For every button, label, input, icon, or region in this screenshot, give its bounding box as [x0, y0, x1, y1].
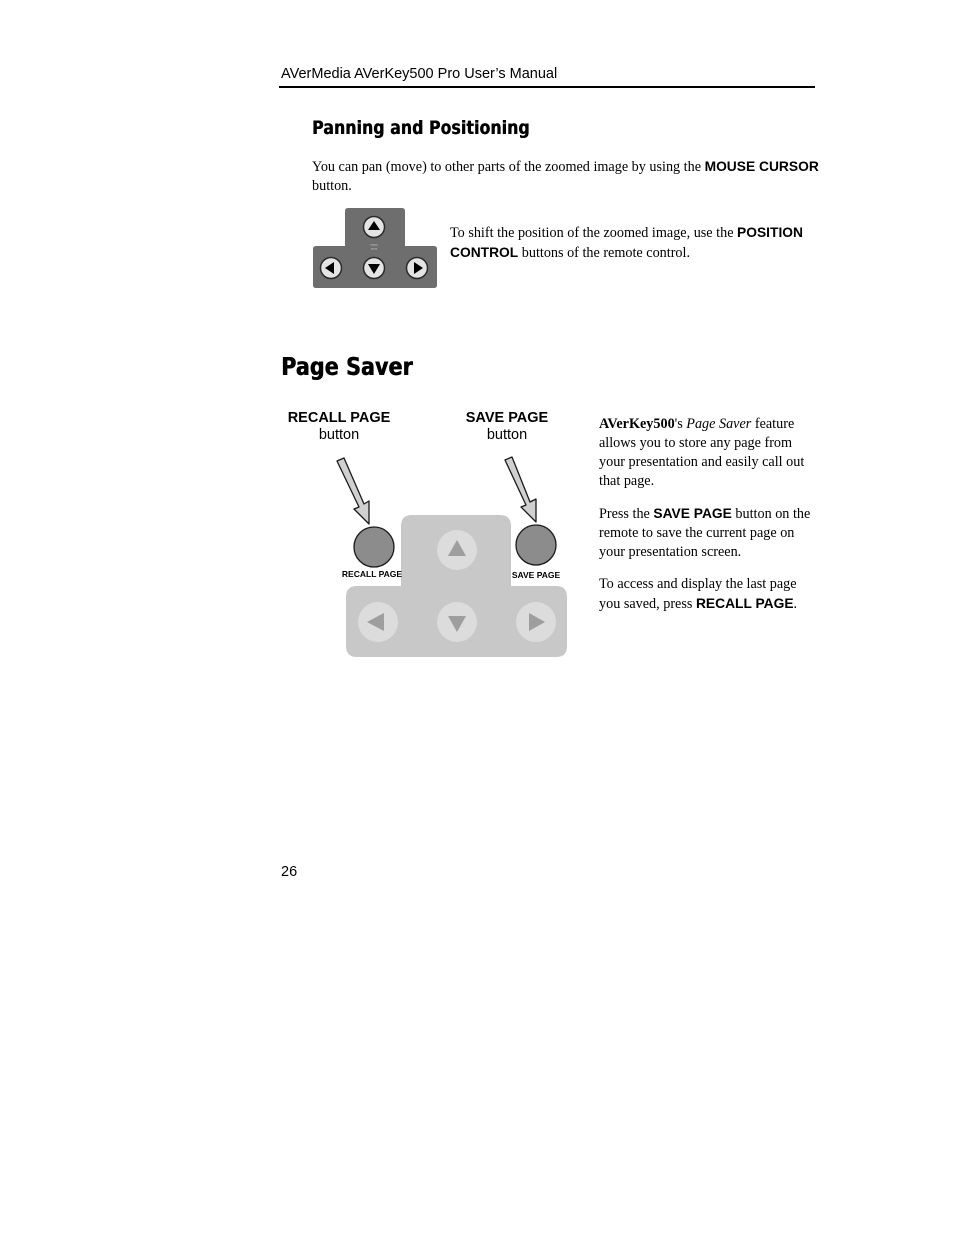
- text: feature allows you to store any page from your presentation and easily call out that page.: [599, 416, 805, 489]
- feature-name: Page Saver: [686, 416, 752, 432]
- page-saver-description: [599, 415, 819, 627]
- callout-title: SAVE PAGE: [465, 410, 549, 426]
- text: button on the remote to save the current page on your presentation screen.: [599, 506, 811, 560]
- right-arrow-icon: [516, 602, 556, 642]
- section-heading-page-saver: Page Saver: [281, 352, 413, 381]
- remote-label-save: SAVE PAGE: [511, 570, 561, 580]
- bold-term-save-page: SAVE PAGE: [653, 506, 732, 521]
- page-number: 26: [281, 864, 298, 880]
- bold-term-recall-page: RECALL PAGE: [695, 596, 794, 611]
- callout-recall-page: [264, 410, 414, 444]
- down-arrow-icon: [364, 258, 385, 279]
- running-header: AVerMedia AVerKey500 Pro User’s Manual: [281, 66, 558, 82]
- remote-label-recall: RECALL PAGE: [341, 569, 403, 579]
- callout-arrow-icon: [505, 457, 536, 522]
- callout-subtitle: button: [486, 427, 528, 443]
- callout-arrow-icon: [337, 458, 369, 524]
- callout-title: RECALL PAGE: [287, 410, 391, 426]
- text: .: [793, 596, 798, 612]
- up-arrow-icon: [364, 217, 385, 238]
- header-rule: [279, 86, 815, 88]
- text: 's: [674, 416, 687, 432]
- text: To shift the position of the zoomed image, use the: [450, 225, 738, 241]
- paragraph-recall-page: [599, 575, 819, 614]
- svg-text:▪▪▪▪▪: ▪▪▪▪▪: [370, 247, 378, 251]
- page-saver-remote-diagram: [330, 452, 580, 662]
- position-control-remote-image: [313, 208, 437, 288]
- left-arrow-icon: [321, 258, 342, 279]
- section-heading-panning: Panning and Positioning: [312, 117, 530, 139]
- up-arrow-icon: [437, 530, 477, 570]
- brand-name: AVerKey500: [599, 416, 675, 432]
- text: Press the: [599, 506, 654, 522]
- text: To access and display the last page you saved, press: [599, 576, 797, 612]
- callout-subtitle: button: [318, 427, 360, 443]
- paragraph-position-control: [450, 223, 820, 263]
- left-arrow-icon: [358, 602, 398, 642]
- down-arrow-icon: [437, 602, 477, 642]
- bold-term-mouse-cursor: MOUSE CURSOR: [704, 159, 819, 174]
- text: button.: [312, 178, 352, 194]
- text: buttons of the remote control.: [518, 245, 691, 261]
- paragraph-panning: [312, 157, 822, 196]
- svg-text:▪▪▪▪▪▪: ▪▪▪▪▪▪: [370, 243, 378, 247]
- right-arrow-icon: [407, 258, 428, 279]
- paragraph-save-page: [599, 504, 819, 562]
- bold-term-position-control: POSITION CONTROL: [450, 225, 803, 260]
- paragraph-page-saver-intro: [599, 415, 819, 491]
- callout-save-page: [432, 410, 582, 444]
- text: You can pan (move) to other parts of the zoomed image by using the: [312, 159, 705, 175]
- recall-page-button-image: [354, 527, 394, 567]
- save-page-button-image: [516, 525, 556, 565]
